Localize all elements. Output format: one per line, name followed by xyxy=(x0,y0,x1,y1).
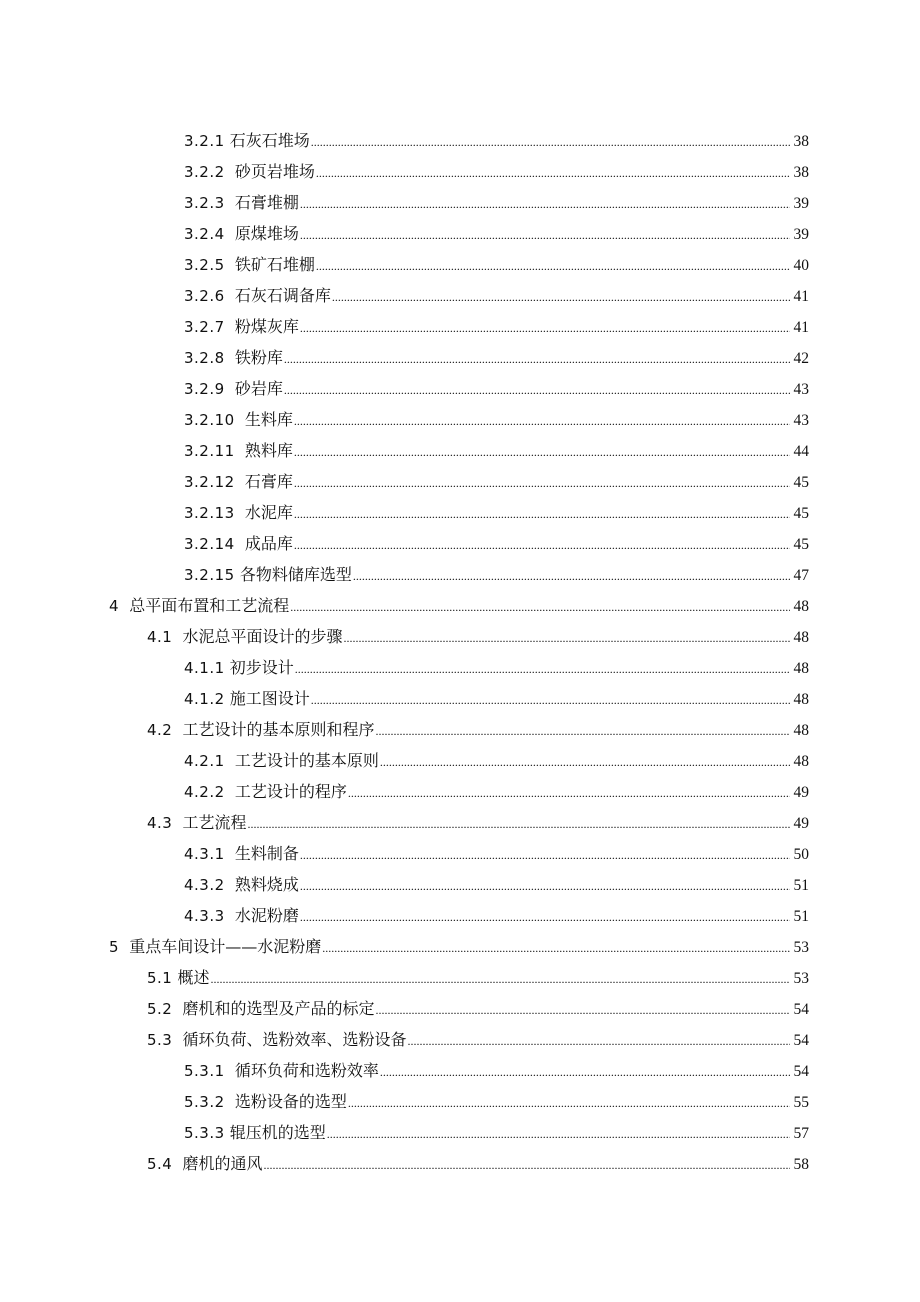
toc-entry-title: 选粉设备的选型 xyxy=(234,1092,347,1111)
toc-number-title-gap xyxy=(225,373,235,404)
toc-entry-page-number: 48 xyxy=(793,629,809,646)
toc-entry-title: 铁粉库 xyxy=(234,348,283,367)
toc-entry[interactable] xyxy=(0,1086,920,1117)
toc-number-title-gap xyxy=(172,1148,182,1179)
toc-entry[interactable] xyxy=(0,714,920,745)
toc-entry-title: 成品库 xyxy=(244,534,293,553)
toc-entry-page-number: 50 xyxy=(793,846,809,863)
dot-leader xyxy=(332,282,790,313)
toc-entry[interactable] xyxy=(0,621,920,652)
toc-number-title-gap xyxy=(225,280,235,311)
dot-leader xyxy=(380,1057,790,1088)
toc-entry-title: 石灰石调备库 xyxy=(234,286,331,305)
dot-leader xyxy=(290,592,790,623)
toc-number-title-gap xyxy=(225,900,235,931)
toc-entry[interactable] xyxy=(0,869,920,900)
toc-entry-title: 辊压机的选型 xyxy=(229,1123,326,1142)
toc-number-title-gap xyxy=(119,590,129,621)
toc-entry-title: 工艺流程 xyxy=(182,813,247,832)
toc-entry[interactable] xyxy=(0,807,920,838)
toc-entry-title: 循环负荷和选粉效率 xyxy=(234,1061,379,1080)
toc-entry[interactable] xyxy=(0,745,920,776)
toc-entry[interactable] xyxy=(0,590,920,621)
toc-number-title-gap xyxy=(225,1055,235,1086)
toc-entry-page-number: 58 xyxy=(793,1156,809,1173)
toc-entry-number: 3.2.2 xyxy=(184,163,225,181)
toc-entry-number: 4.2.2 xyxy=(184,783,225,801)
toc-entry-number: 4.1.2 xyxy=(184,690,225,708)
toc-entry-number: 3.2.5 xyxy=(184,256,225,274)
toc-number-title-gap xyxy=(225,1086,235,1117)
toc-entry-page-number: 45 xyxy=(793,505,809,522)
toc-entry-number: 5.3 xyxy=(147,1031,173,1049)
toc-number-title-gap xyxy=(172,993,182,1024)
dot-leader xyxy=(284,375,790,406)
dot-leader xyxy=(316,158,790,189)
toc-entry[interactable] xyxy=(0,776,920,807)
toc-entry-number: 4.1 xyxy=(147,628,173,646)
toc-number-title-gap xyxy=(225,342,235,373)
toc-entry[interactable] xyxy=(0,931,920,962)
toc-entry[interactable] xyxy=(0,838,920,869)
toc-number-title-gap xyxy=(235,404,245,435)
toc-entry-number: 5 xyxy=(109,938,120,956)
toc-entry-title: 粉煤灰库 xyxy=(234,317,299,336)
toc-entry-number: 3.2.7 xyxy=(184,318,225,336)
toc-entry-number: 4.2 xyxy=(147,721,173,739)
toc-entry-title: 生料制备 xyxy=(234,844,299,863)
dot-leader xyxy=(344,623,790,654)
dot-leader xyxy=(376,716,790,747)
toc-entry-number: 4.1.1 xyxy=(184,659,225,677)
toc-entry-number: 5.3.1 xyxy=(184,1062,225,1080)
toc-entry[interactable] xyxy=(0,187,920,218)
dot-leader xyxy=(311,685,790,716)
dot-leader xyxy=(248,809,790,840)
toc-entry-page-number: 39 xyxy=(793,195,809,212)
toc-entry-title: 熟料库 xyxy=(244,441,293,460)
toc-entry[interactable] xyxy=(0,156,920,187)
dot-leader xyxy=(316,251,790,282)
toc-entry[interactable] xyxy=(0,373,920,404)
toc-entry-page-number: 43 xyxy=(793,381,809,398)
toc-entry-page-number: 48 xyxy=(793,722,809,739)
toc-number-title-gap xyxy=(225,218,235,249)
toc-entry[interactable] xyxy=(0,497,920,528)
toc-entry[interactable] xyxy=(0,249,920,280)
toc-entry-title: 砂岩库 xyxy=(234,379,283,398)
dot-leader xyxy=(264,1150,790,1181)
toc-entry-title: 砂页岩堆场 xyxy=(234,162,315,181)
toc-number-title-gap xyxy=(172,621,182,652)
toc-entry-page-number: 53 xyxy=(793,970,809,987)
toc-number-title-gap xyxy=(225,249,235,280)
toc-entry-page-number: 45 xyxy=(793,474,809,491)
toc-entry-number: 3.2.11 xyxy=(184,442,235,460)
toc-entry-page-number: 41 xyxy=(793,288,809,305)
toc-entry-number: 3.2.4 xyxy=(184,225,225,243)
toc-number-title-gap xyxy=(235,466,245,497)
toc-entry-title: 水泥总平面设计的步骤 xyxy=(182,627,343,646)
toc-entry-page-number: 48 xyxy=(793,660,809,677)
toc-entry-number: 3.2.13 xyxy=(184,504,235,522)
dot-leader xyxy=(300,220,790,251)
toc-entry[interactable] xyxy=(0,528,920,559)
dot-leader xyxy=(353,561,790,592)
toc-entry[interactable] xyxy=(0,962,920,993)
toc-entry-page-number: 51 xyxy=(793,908,809,925)
toc-entry[interactable] xyxy=(0,1117,920,1148)
toc-entry-page-number: 42 xyxy=(793,350,809,367)
toc-number-title-gap xyxy=(172,1024,182,1055)
toc-entry-title: 初步设计 xyxy=(229,658,294,677)
dot-leader xyxy=(408,1026,790,1057)
toc-entry[interactable] xyxy=(0,559,920,590)
toc-entry-page-number: 48 xyxy=(793,598,809,615)
toc-entry[interactable] xyxy=(0,1055,920,1086)
toc-entry-page-number: 54 xyxy=(793,1032,809,1049)
toc-entry[interactable] xyxy=(0,1024,920,1055)
toc-entry[interactable] xyxy=(0,125,920,156)
dot-leader xyxy=(294,530,790,561)
toc-entry-page-number: 47 xyxy=(793,567,809,584)
dot-leader xyxy=(380,747,790,778)
toc-entry-title: 熟料烧成 xyxy=(234,875,299,894)
dot-leader xyxy=(210,964,790,995)
toc-entry-page-number: 57 xyxy=(793,1125,809,1142)
toc-entry-page-number: 45 xyxy=(793,536,809,553)
toc-entry[interactable] xyxy=(0,311,920,342)
toc-entry-page-number: 54 xyxy=(793,1001,809,1018)
toc-entry-number: 3.2.15 xyxy=(184,566,235,584)
toc-entry-title: 工艺设计的基本原则和程序 xyxy=(182,720,375,739)
toc-entry-title: 生料库 xyxy=(244,410,293,429)
toc-entry-title: 原煤堆场 xyxy=(234,224,299,243)
toc-number-title-gap xyxy=(225,869,235,900)
table-of-contents xyxy=(0,125,920,1179)
toc-number-title-gap xyxy=(172,807,182,838)
toc-entry-number: 5.1 xyxy=(147,969,173,987)
toc-entry-number: 4.3.1 xyxy=(184,845,225,863)
toc-entry[interactable] xyxy=(0,993,920,1024)
toc-entry-number: 3.2.6 xyxy=(184,287,225,305)
toc-entry-page-number: 49 xyxy=(793,815,809,832)
toc-entry[interactable] xyxy=(0,652,920,683)
dot-leader xyxy=(348,778,790,809)
dot-leader xyxy=(327,1119,790,1150)
toc-number-title-gap xyxy=(225,745,235,776)
toc-entry-page-number: 39 xyxy=(793,226,809,243)
toc-entry-page-number: 41 xyxy=(793,319,809,336)
toc-entry-title: 水泥粉磨 xyxy=(234,906,299,925)
toc-entry-title: 工艺设计的程序 xyxy=(234,782,347,801)
dot-leader xyxy=(322,933,790,964)
toc-entry-number: 4.3.3 xyxy=(184,907,225,925)
toc-entry-number: 4.3 xyxy=(147,814,173,832)
dot-leader xyxy=(300,871,790,902)
toc-number-title-gap xyxy=(235,497,245,528)
toc-entry[interactable] xyxy=(0,404,920,435)
toc-entry-page-number: 44 xyxy=(793,443,809,460)
toc-entry-title: 总平面布置和工艺流程 xyxy=(129,596,290,615)
toc-entry-title: 循环负荷、选粉效率、选粉设备 xyxy=(182,1030,407,1049)
toc-entry-number: 4 xyxy=(109,597,120,615)
toc-entry-number: 4.3.2 xyxy=(184,876,225,894)
toc-entry-title: 重点车间设计——水泥粉磨 xyxy=(129,937,322,956)
toc-number-title-gap xyxy=(225,311,235,342)
dot-leader xyxy=(284,344,790,375)
toc-entry-number: 3.2.10 xyxy=(184,411,235,429)
toc-entry-number: 3.2.1 xyxy=(184,132,225,150)
toc-entry-number: 3.2.8 xyxy=(184,349,225,367)
toc-entry-title: 工艺设计的基本原则 xyxy=(234,751,379,770)
toc-entry-page-number: 53 xyxy=(793,939,809,956)
dot-leader xyxy=(300,313,790,344)
toc-entry-page-number: 49 xyxy=(793,784,809,801)
toc-entry-number: 4.2.1 xyxy=(184,752,225,770)
toc-entry-page-number: 43 xyxy=(793,412,809,429)
toc-entry-title: 石膏库 xyxy=(244,472,293,491)
toc-entry[interactable] xyxy=(0,900,920,931)
toc-entry-page-number: 48 xyxy=(793,753,809,770)
toc-entry-page-number: 54 xyxy=(793,1063,809,1080)
toc-number-title-gap xyxy=(235,528,245,559)
toc-number-title-gap xyxy=(225,776,235,807)
toc-entry-page-number: 48 xyxy=(793,691,809,708)
toc-entry-title: 磨机和的选型及产品的标定 xyxy=(182,999,375,1018)
toc-number-title-gap xyxy=(225,156,235,187)
toc-number-title-gap xyxy=(225,187,235,218)
dot-leader xyxy=(376,995,790,1026)
toc-entry-page-number: 38 xyxy=(793,133,809,150)
toc-entry-title: 各物料储库选型 xyxy=(239,565,352,584)
toc-entry-page-number: 55 xyxy=(793,1094,809,1111)
toc-entry-title: 施工图设计 xyxy=(229,689,310,708)
dot-leader xyxy=(294,468,790,499)
dot-leader xyxy=(348,1088,790,1119)
toc-entry[interactable] xyxy=(0,342,920,373)
toc-entry-page-number: 40 xyxy=(793,257,809,274)
dot-leader xyxy=(294,406,790,437)
toc-entry-number: 3.2.14 xyxy=(184,535,235,553)
toc-entry-page-number: 38 xyxy=(793,164,809,181)
toc-entry-title: 铁矿石堆棚 xyxy=(234,255,315,274)
toc-entry-number: 5.4 xyxy=(147,1155,173,1173)
toc-entry-number: 3.2.3 xyxy=(184,194,225,212)
toc-entry-title: 石膏堆棚 xyxy=(234,193,299,212)
toc-entry-title: 磨机的通风 xyxy=(182,1154,263,1173)
toc-number-title-gap xyxy=(235,435,245,466)
toc-entry-page-number: 51 xyxy=(793,877,809,894)
toc-number-title-gap xyxy=(225,838,235,869)
toc-entry[interactable] xyxy=(0,280,920,311)
toc-entry-number: 5.3.3 xyxy=(184,1124,225,1142)
toc-entry-number: 3.2.12 xyxy=(184,473,235,491)
toc-entry[interactable] xyxy=(0,218,920,249)
toc-entry[interactable] xyxy=(0,435,920,466)
toc-entry-number: 3.2.9 xyxy=(184,380,225,398)
toc-entry[interactable] xyxy=(0,683,920,714)
dot-leader xyxy=(294,499,790,530)
dot-leader xyxy=(300,189,790,220)
toc-entry-number: 5.2 xyxy=(147,1000,173,1018)
dot-leader xyxy=(300,840,790,871)
toc-entry-number: 5.3.2 xyxy=(184,1093,225,1111)
dot-leader xyxy=(294,437,790,468)
toc-entry-title: 石灰石堆场 xyxy=(229,131,310,150)
toc-entry-title: 概述 xyxy=(177,968,210,987)
toc-number-title-gap xyxy=(172,714,182,745)
toc-entry-title: 水泥库 xyxy=(244,503,293,522)
toc-number-title-gap xyxy=(119,931,129,962)
dot-leader xyxy=(311,127,790,158)
dot-leader xyxy=(295,654,790,685)
dot-leader xyxy=(300,902,790,933)
toc-entry[interactable] xyxy=(0,466,920,497)
toc-entry[interactable] xyxy=(0,1148,920,1179)
